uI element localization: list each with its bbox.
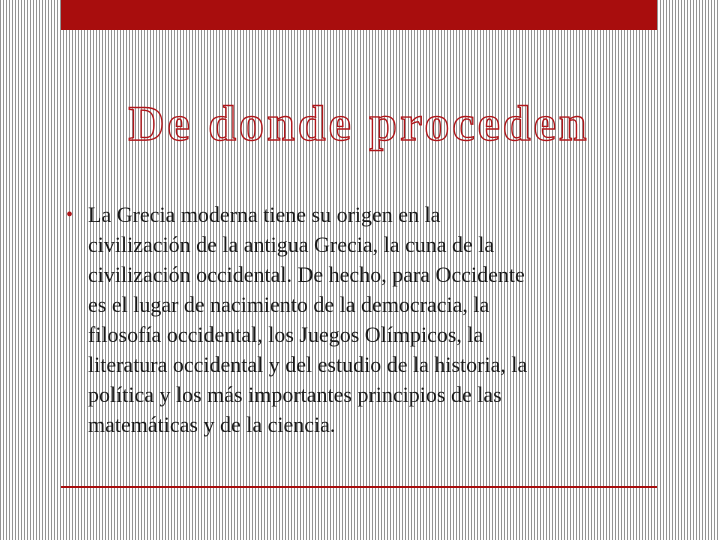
bullet-line: civilización occidental. De hecho, para Occidente	[88, 262, 525, 287]
bullet-text	[88, 200, 651, 440]
top-accent-bar	[61, 0, 657, 30]
bullet-line: es el lugar de nacimiento de la democracia, la	[88, 292, 490, 317]
bullet-line: civilización de la antigua Grecia, la cuna de la	[88, 232, 495, 257]
bullet-item	[66, 200, 651, 440]
bullet-line: política y los más importantes principios de las	[88, 382, 502, 407]
bullet-dot-icon: •	[66, 204, 74, 226]
bullet-line: La Grecia moderna tiene su origen en la	[88, 202, 441, 227]
title-area	[61, 88, 657, 158]
slide-title: De donde proceden	[128, 95, 590, 151]
bottom-divider	[61, 486, 657, 488]
slide-content	[66, 200, 651, 440]
bullet-line: matemáticas y de la ciencia.	[88, 412, 336, 437]
bullet-line: literatura occidental y del estudio de la historia, la	[88, 352, 528, 377]
bullet-line: filosofía occidental, los Juegos Olímpicos, la	[88, 322, 484, 347]
